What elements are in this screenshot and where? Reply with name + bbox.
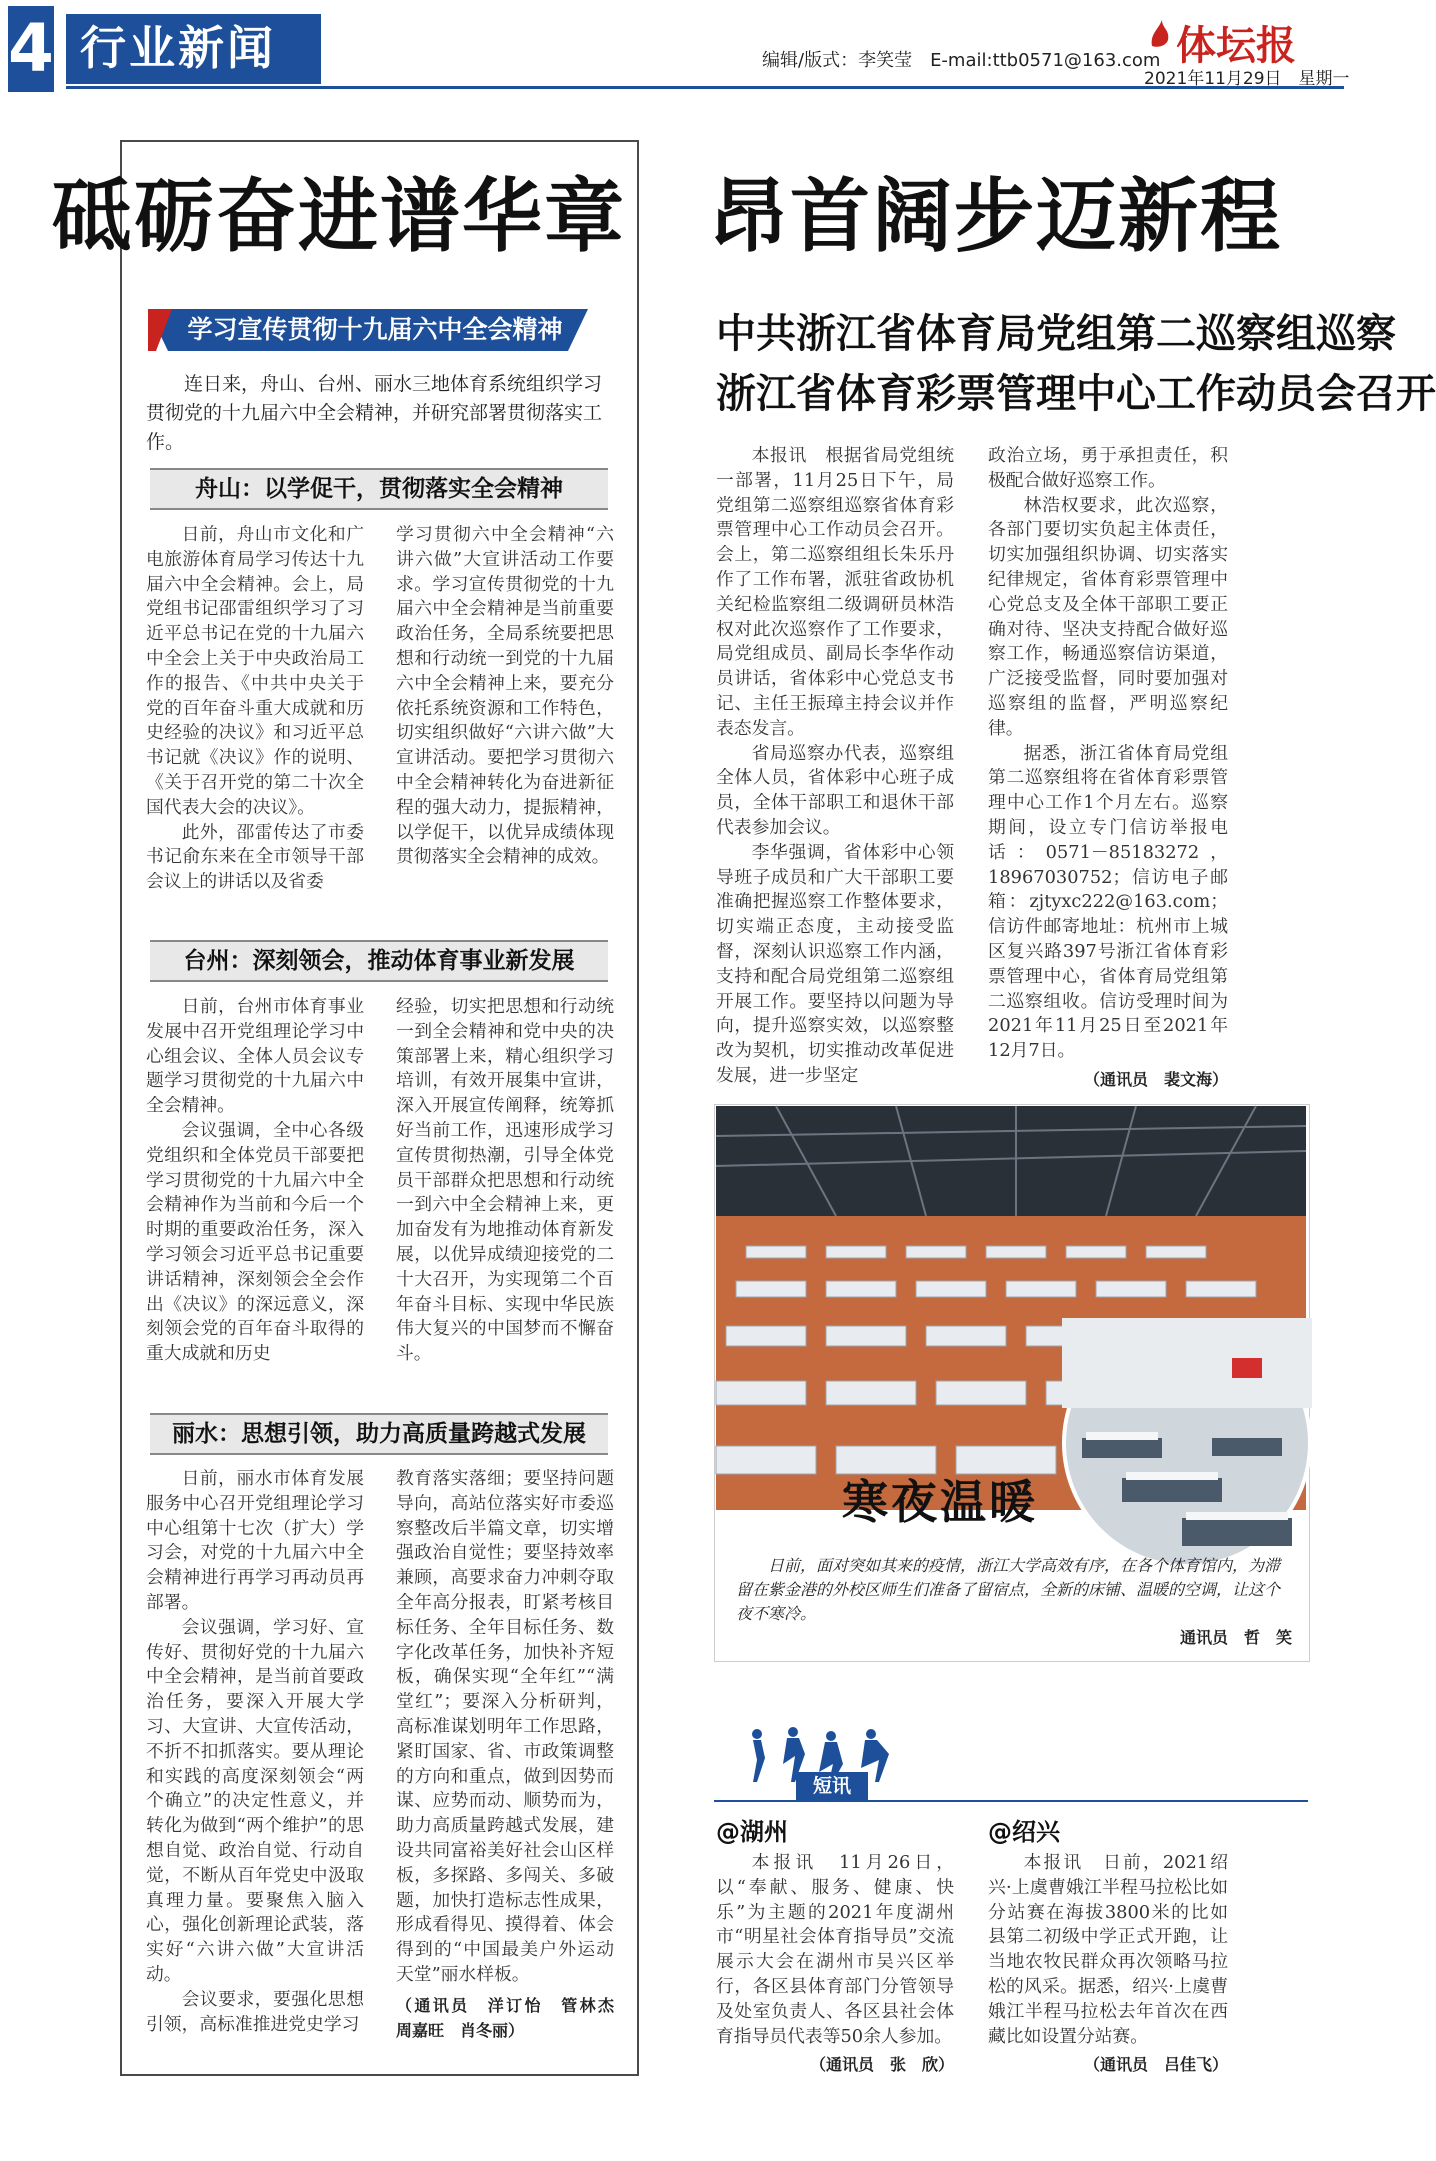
huzhou-brief — [716, 1812, 954, 2078]
photo-title: 寒夜温暖 — [842, 1475, 1038, 1529]
editor-line: 编辑/版式：李笑莹 E-mail:ttb0571@163.com — [762, 50, 1161, 71]
paragraph: 本报讯 根据省局党组统一部署，11月25日下午，局党组第二巡察组巡察省体育彩票管理中心工作动员会召开。会上，第二巡察组组长朱乐丹作了工作布署，派驻省政协机关纪检监察组二级调研员林浩权对此次巡察作了工作要求，局党组成员、副局长李华作动员讲话，省体彩中心党总支书记、主任王振璋主持会议并作表态发言。 — [716, 445, 954, 739]
intro-paragraph: 连日来，舟山、台州、丽水三地体育系统组织学习贯彻党的十九届六中全会精神，并研究部署贯彻落实工作。 — [146, 373, 603, 453]
paragraph: 本报讯 11月26日，以“奉献、服务、健康、快乐”为主题的2021年度湖州市“明星社会体育指导员”交流展示大会在湖州市吴兴区举行，各区县体育部门分管领导及处室负责人、各区县社会体育指导员代表等50余人参加。 — [716, 1852, 954, 2047]
paragraph: 日前，台州市体育事业发展中召开党组理论学习中心组会议、全体人员会议专题学习贯彻党的十九届六中全会精神。 — [146, 996, 364, 1117]
paragraph: 教育落实落细；要坚持问题导向，高站位落实好市委巡察整改后半篇文章，切实增强政治自觉性；要坚持效率兼顾，高要求奋力冲刺夺取全年高分报表，盯紧考核目标任务、全年目标任务、数字化改革任务，加快补齐短板，确保实现“全年红”“满堂红”；要深入分析研判，高标准谋划明年工作思路，紧盯国家、省、市政策调整的方向和重点，做到因势而谋、应势而动、顺势而为，助力高质量跨越式发展，建设共同富裕美好社会山区样板，多探路、多闯关、多破题，加快打造标志性成果，形成看得见、摸得着、体会得到的“中国最美户外运动天堂”丽水样板。 — [396, 1468, 614, 1985]
paragraph: 省局巡察办代表，巡察组全体人员，省体彩中心班子成员，全体干部职工和退休干部代表参加会议。 — [716, 742, 954, 838]
shaoxing-credit: （通讯员 吕佳飞） — [1083, 2055, 1228, 2075]
paragraph: 会议强调，学习好、宣传好、贯彻好党的十九届六中全会精神，是当前首要政治任务，要深入开展大学习、大宣讲、大宣传活动，不折不扣抓落实。要从理论和实践的高度深刻领会“两个确立”的决定性意义，并转化为做到“两个维护”的思想自觉、政治自觉、行动自觉，不断从百年党史中汲取真理力量。要聚焦入脑入心，强化创新理论武装，落实好“六讲六做”大宣讲活动。 — [146, 1616, 364, 1985]
paragraph: 政治立场，勇于承担责任，积极配合做好巡察工作。 — [988, 445, 1228, 491]
topic-banner-text: 学习宣传贯彻十九届六中全会精神 — [187, 315, 563, 344]
main-headline: 砥砺奋进谱华章 昂首阔步迈新程 — [52, 170, 1282, 263]
issue-date: 2021年11月29日 星期一 — [1144, 69, 1350, 89]
huzhou-title: @湖州 — [716, 1818, 788, 1846]
paragraph: 林浩权要求，此次巡察，各部门要切实负起主体责任，切实加强组织协调、切实落实纪律规定，省体育彩票管理中心党总支及全体干部职工要正确对待、坚决支持配合做好巡察工作，畅通巡察信访渠道，广泛接受监督，同时要加强对巡察组的监督，严明巡察纪律。 — [988, 494, 1228, 739]
right-headline-line-2: 浙江省体育彩票管理中心工作动员会召开 — [716, 371, 1436, 417]
shaoxing-body — [988, 1851, 1228, 2078]
lishui-col-2 — [396, 1467, 631, 2043]
newspaper-logo: 体坛报 — [1176, 22, 1296, 69]
photo-credit: 通讯员 哲 笑 — [1179, 1628, 1292, 1647]
brief-rule — [714, 1800, 1308, 1802]
right-col-1 — [716, 444, 954, 1089]
lishui-credit: （通讯员 洋订怡 管林杰 周嘉旺 肖冬丽） — [396, 1995, 631, 2040]
right-credit: （通讯员 裴文海） — [1083, 1069, 1228, 1089]
paragraph: 本报讯 日前，2021绍兴·上虞曹娥江半程马拉松比如分站赛在海拔3800米的比如县第二初级中学正式开跑，让当地农牧民群众再次领略马拉松的风采。据悉，绍兴·上虞曹娥江半程马拉松去年首次在西藏比如设置分站赛。 — [988, 1852, 1228, 2047]
paragraph: 李华强调，省体彩中心领导班子成员和广大干部职工要准确把握巡察工作整体要求，切实端正态度，主动接受监督，深刻认识巡察工作内涵，支持和配合局党组第二巡察组开展工作。要坚持以问题为导向，提升巡察实效，以巡察整改为契机，切实推动改革促进发展，进一步坚定 — [716, 841, 954, 1086]
photo-caption — [736, 1554, 1292, 1650]
huzhou-body — [716, 1851, 954, 2078]
zhoushan-subhead: 舟山：以学促干，贯彻落实全会精神 — [150, 468, 608, 510]
taizhou-subhead: 台州：深刻领会，推动体育事业新发展 — [150, 940, 608, 982]
dormitory-inset-photo — [1062, 1318, 1312, 1568]
lishui-col-1 — [146, 1467, 364, 2037]
paragraph: 会议强调，全中心各级党组织和全体党员干部要把学习贯彻党的十九届六中全会精神作为当前和今后一个时期的重要政治任务，深入学习领会习近平总书记重要讲话精神，深刻领会全会作出《决议》的深远意义，深刻领会党的百年奋斗取得的重大成就和历史 — [146, 1119, 364, 1365]
lishui-subhead: 丽水：思想引领，助力高质量跨越式发展 — [150, 1413, 608, 1455]
section-title: 行业新闻 — [80, 21, 276, 75]
zhoushan-col-1 — [146, 523, 364, 895]
taizhou-col-2 — [396, 995, 614, 1367]
brief-label: 短讯 — [796, 1772, 868, 1800]
page-number: 4 — [8, 6, 54, 92]
paragraph: 据悉，浙江省体育局党组第二巡察组将在省体育彩票管理中心工作1个月左右。巡察期间，设立专门信访举报电话：0571－85183272，18967030752；信访电子邮箱：zjtyxc222@163.com；信访件邮寄地址：杭州市上城区复兴路397号浙江省体育彩票管理中心，省体育局党组第二巡察组收。信访受理时间为2021年11月25日至2021年12月7日。 — [988, 742, 1228, 1062]
shaoxing-brief — [988, 1812, 1228, 2078]
zhoushan-col-2 — [396, 523, 614, 870]
taizhou-col-1 — [146, 995, 364, 1367]
paragraph: 学习贯彻六中全会精神“六讲六做”大宣讲活动工作要求。学习宣传贯彻党的十九届六中全会精神是当前重要政治任务，全局系统要把思想和行动统一到党的十九届六中全会精神上来，要充分依托系统资源和工作特色，切实组织做好“六讲六做”大宣讲活动。要把学习贯彻六中全会精神转化为奋进新征程的强大动力，提振精神，以学促干，以优异成绩体现贯彻落实全会精神的成效。 — [396, 524, 614, 868]
logo-flame-icon — [1148, 18, 1174, 48]
paragraph: 日前，舟山市文化和广电旅游体育局学习传达十九届六中全会精神。会上，局党组书记邵雷组织学习了习近平总书记在党的十九届六中全会上关于中央政治局工作的报告、《中共中央关于党的百年奋斗重大成就和历史经验的决议》和习近平总书记就《决议》作的说明、《关于召开党的第二十次全国代表大会的决议》。 — [146, 524, 364, 818]
shaoxing-title: @绍兴 — [988, 1818, 1060, 1846]
photo-caption-text: 日前，面对突如其来的疫情，浙江大学高效有序，在各个体育馆内，为滞留在紫金港的外校区师生们准备了留宿点，全新的床铺、温暖的空调，让这个夜不寒冷。 — [736, 1556, 1281, 1623]
paragraph: 日前，丽水市体育发展服务中心召开党组理论学习中心组第十七次（扩大）学习会，对党的十九届六中全会精神进行再学习再动员再部署。 — [146, 1468, 364, 1613]
paragraph: 会议要求，要强化思想引领，高标准推进党史学习 — [146, 1988, 364, 2035]
right-col-2 — [988, 444, 1228, 1093]
huzhou-credit: （通讯员 张 欣） — [809, 2055, 954, 2075]
paragraph: 经验，切实把思想和行动统一到全会精神和党中央的决策部署上来，精心组织学习培训，有效开展集中宣讲，深入开展宣传阐释，统筹抓好当前工作，迅速形成学习宣传贯彻热潮，引导全体党员干部群众把思想和行动统一到六中全会精神上来，更加奋发有为地推动体育新发展，以优异成绩迎接党的二十大召开，为实现第二个百年奋斗目标、实现中华民族伟大复兴的中国梦而不懈奋斗。 — [396, 996, 614, 1365]
paragraph: 此外，邵雷传达了市委书记俞东来在全市领导干部会议上的讲话以及省委 — [146, 821, 364, 893]
right-headline-line-1: 中共浙江省体育局党组第二巡察组巡察 — [716, 311, 1396, 357]
